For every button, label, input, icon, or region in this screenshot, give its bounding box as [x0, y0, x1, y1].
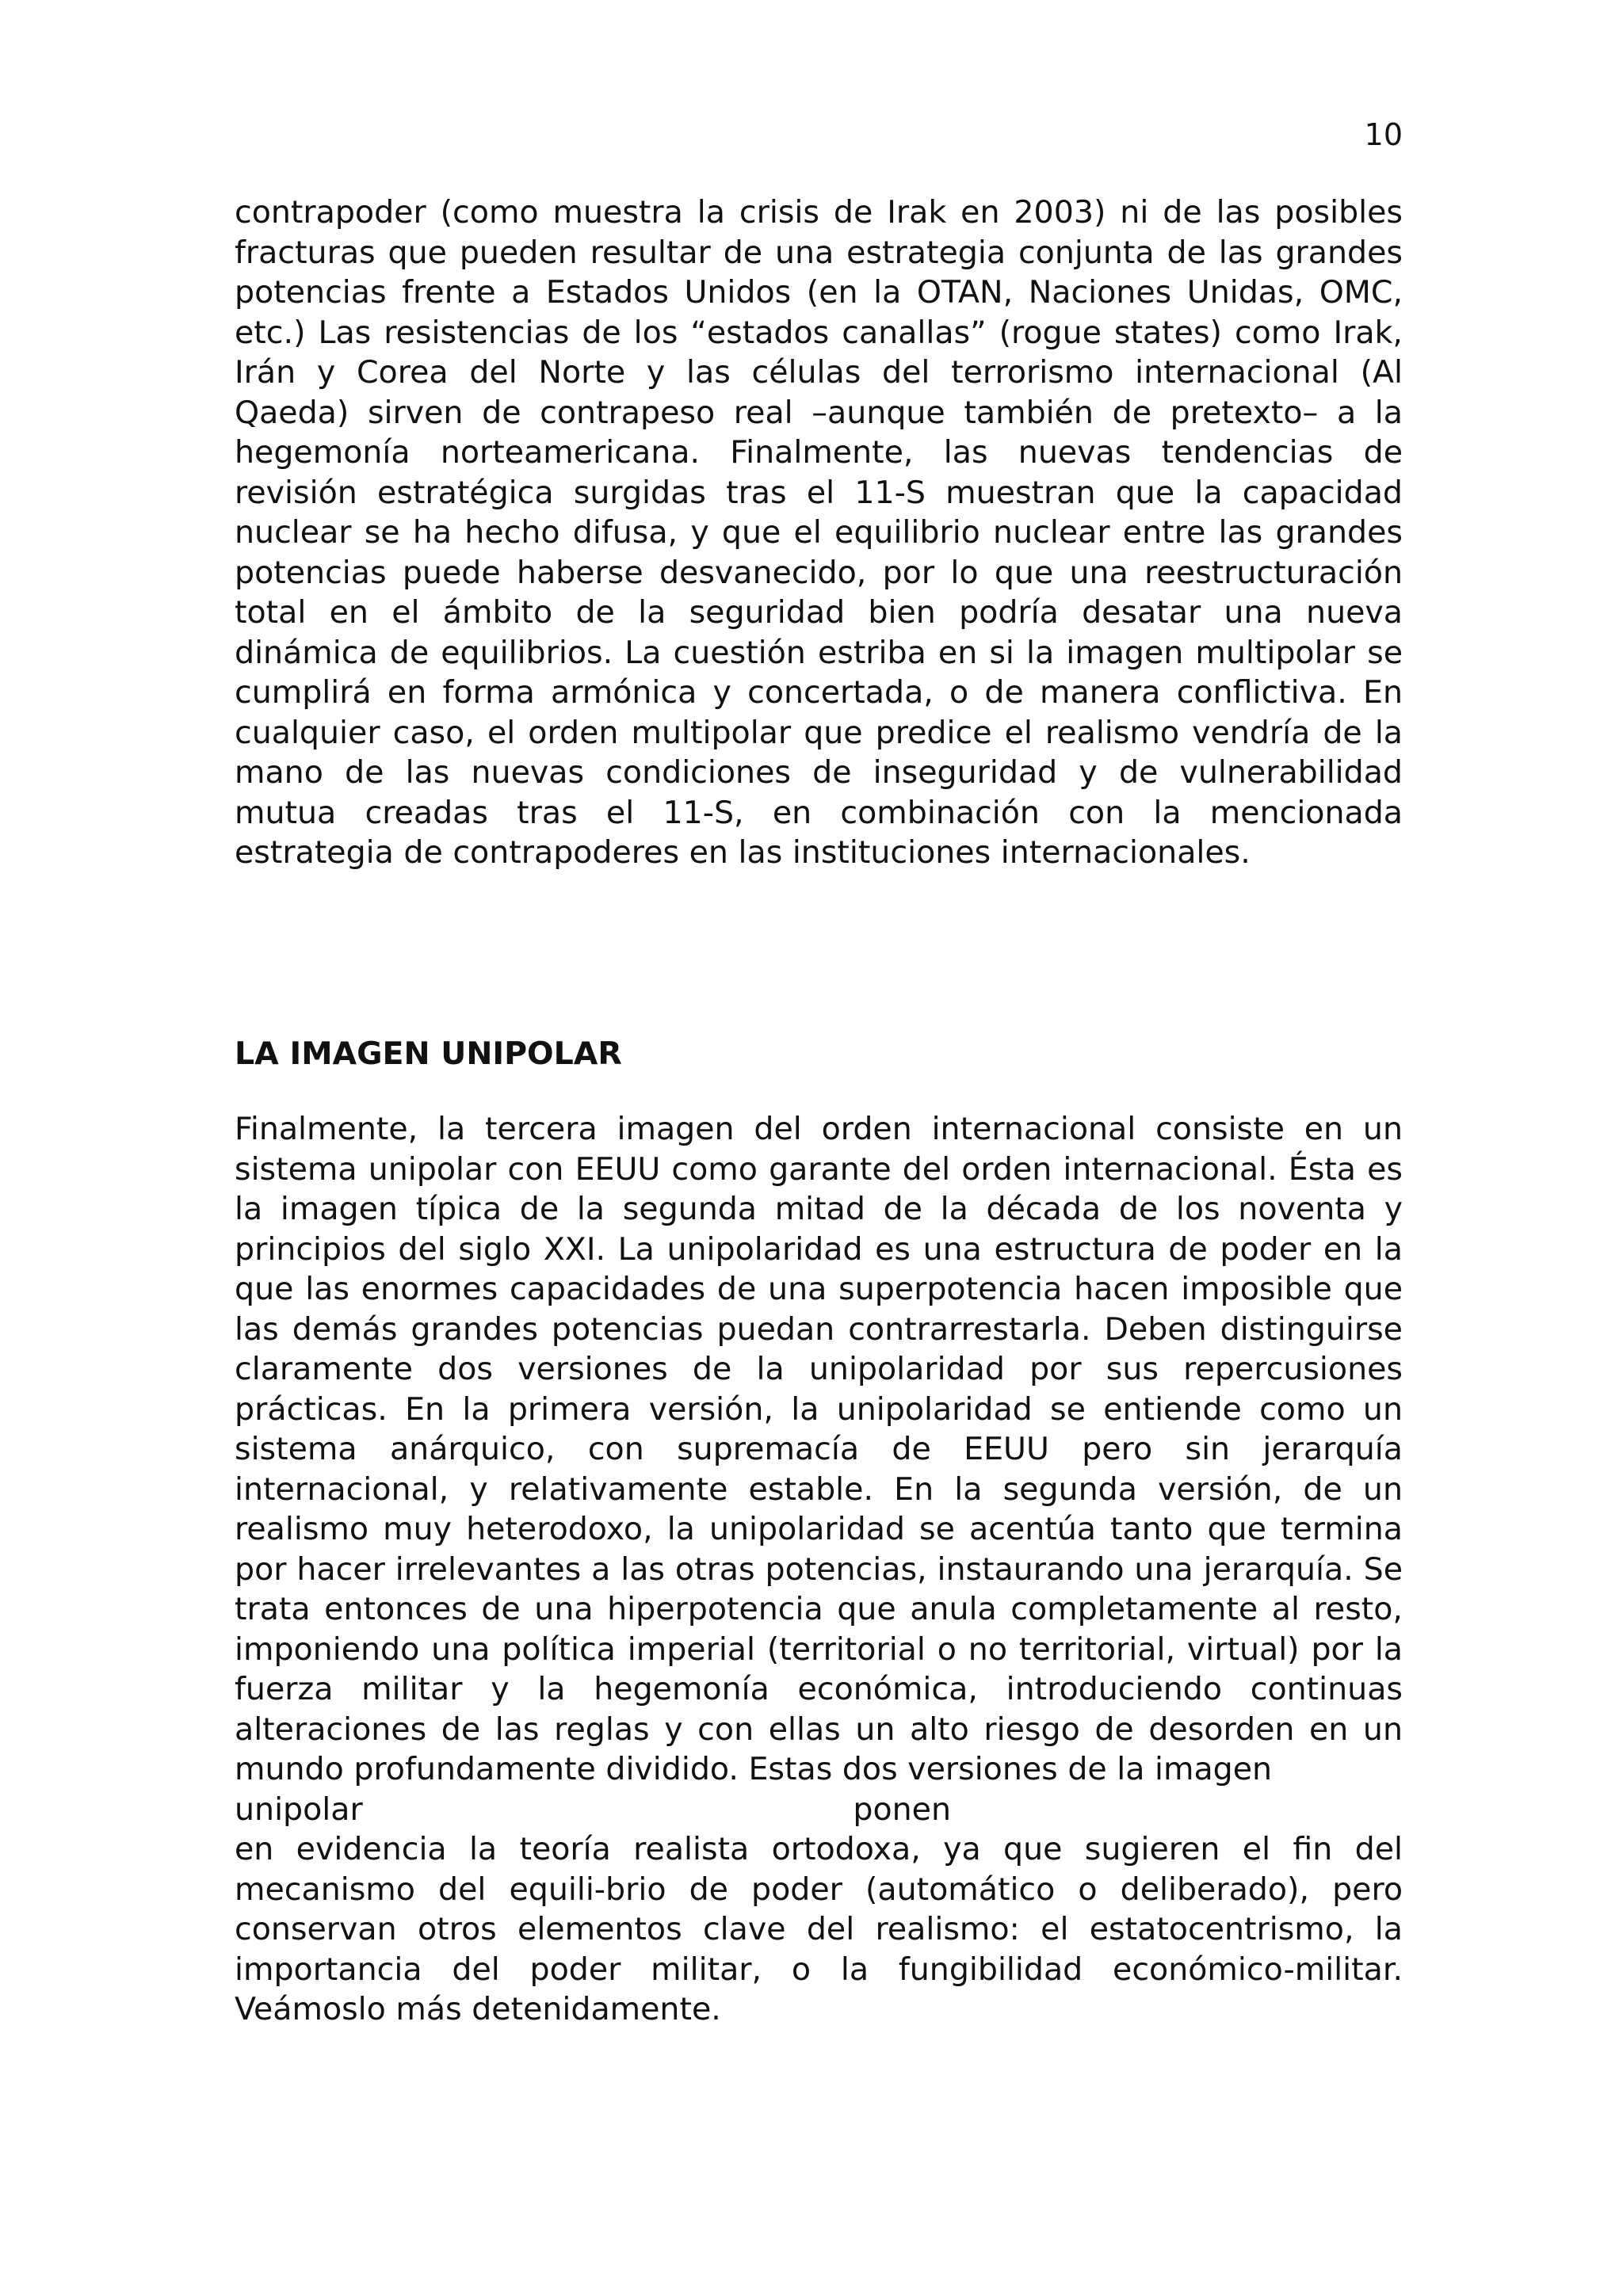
page-number: 10: [1364, 117, 1403, 152]
split-word-left: unipolar: [235, 1791, 363, 1828]
paragraph-2-part-1: Finalmente, la tercera imagen del orden internacional consiste en un sistema unipolar con EEUU como garante del orden internacional. Ésta es la imagen típica de la segunda mitad de la década de los noventa y principios del siglo XXI. La unipolaridad es una estructura de poder en la que las enormes capacidades de una superpotencia hacen imposible que las demás grandes potencias puedan contrarrestarla. Deben distinguirse claramente dos versiones de la unipolaridad por sus repercusiones prácticas. En la primera versión, la unipolaridad se entiende como un sistema anárquico, con supremacía de EEUU pero sin jerarquía internacional, y relativamente estable. En la segunda versión, de un realismo muy heterodoxo, la unipolaridad se acentúa tanto que termina por hacer irrelevantes a las otras potencias, instaurando una jerarquía. Se trata entonces de una hiperpotencia que anula completamente al resto, imponiendo una política imperial (territorial o no territorial, virtual) por la fuerza militar y la hegemonía económica, introduciendo continuas alteraciones de las reglas y con ellas un alto riesgo de desorden en un mundo profundamente dividido. Estas dos versiones de la imagen: [235, 1111, 1403, 1787]
body-paragraph-2: [235, 1109, 1403, 2030]
paragraph-2-split-line: [235, 1790, 951, 1830]
section-heading: LA IMAGEN UNIPOLAR: [235, 1035, 622, 1072]
paragraph-2-part-2: en evidencia la teoría realista ortodoxa, ya que sugieren el fin del mecanismo del equili-brio de poder (automático o deliberado), pero conservan otros elementos clave del realismo: el estatocentrismo, la importancia del poder militar, o la fungibilidad económico-militar. Veámoslo más detenidamente.: [235, 1831, 1403, 2027]
body-paragraph-1: contrapoder (como muestra la crisis de Irak en 2003) ni de las posibles fracturas que pueden resultar de una estrategia conjunta de las grandes potencias frente a Estados Unidos (en la OTAN, Naciones Unidas, OMC, etc.) Las resistencias de los “estados canallas” (rogue states) como Irak, Irán y Corea del Norte y las células del terrorismo internacional (Al Qaeda) sirven de contrapeso real –aunque también de pretexto– a la hegemonía norteamericana. Finalmente, las nuevas tendencias de revisión estratégica surgidas tras el 11-S muestran que la capacidad nuclear se ha hecho difusa, y que el equilibrio nuclear entre las grandes potencias puede haberse desvanecido, por lo que una reestructuración total en el ámbito de la seguridad bien podría desatar una nueva dinámica de equilibrios. La cuestión estriba en si la imagen multipolar se cumplirá en forma armónica y concertada, o de manera conflictiva. En cualquier caso, el orden multipolar que predice el realismo vendría de la mano de las nuevas condiciones de inseguridad y de vulnerabilidad mutua creadas tras el 11-S, en combinación con la mencionada estrategia de contrapoderes en las instituciones internacionales.: [235, 194, 1403, 871]
split-word-right: ponen: [853, 1791, 951, 1828]
